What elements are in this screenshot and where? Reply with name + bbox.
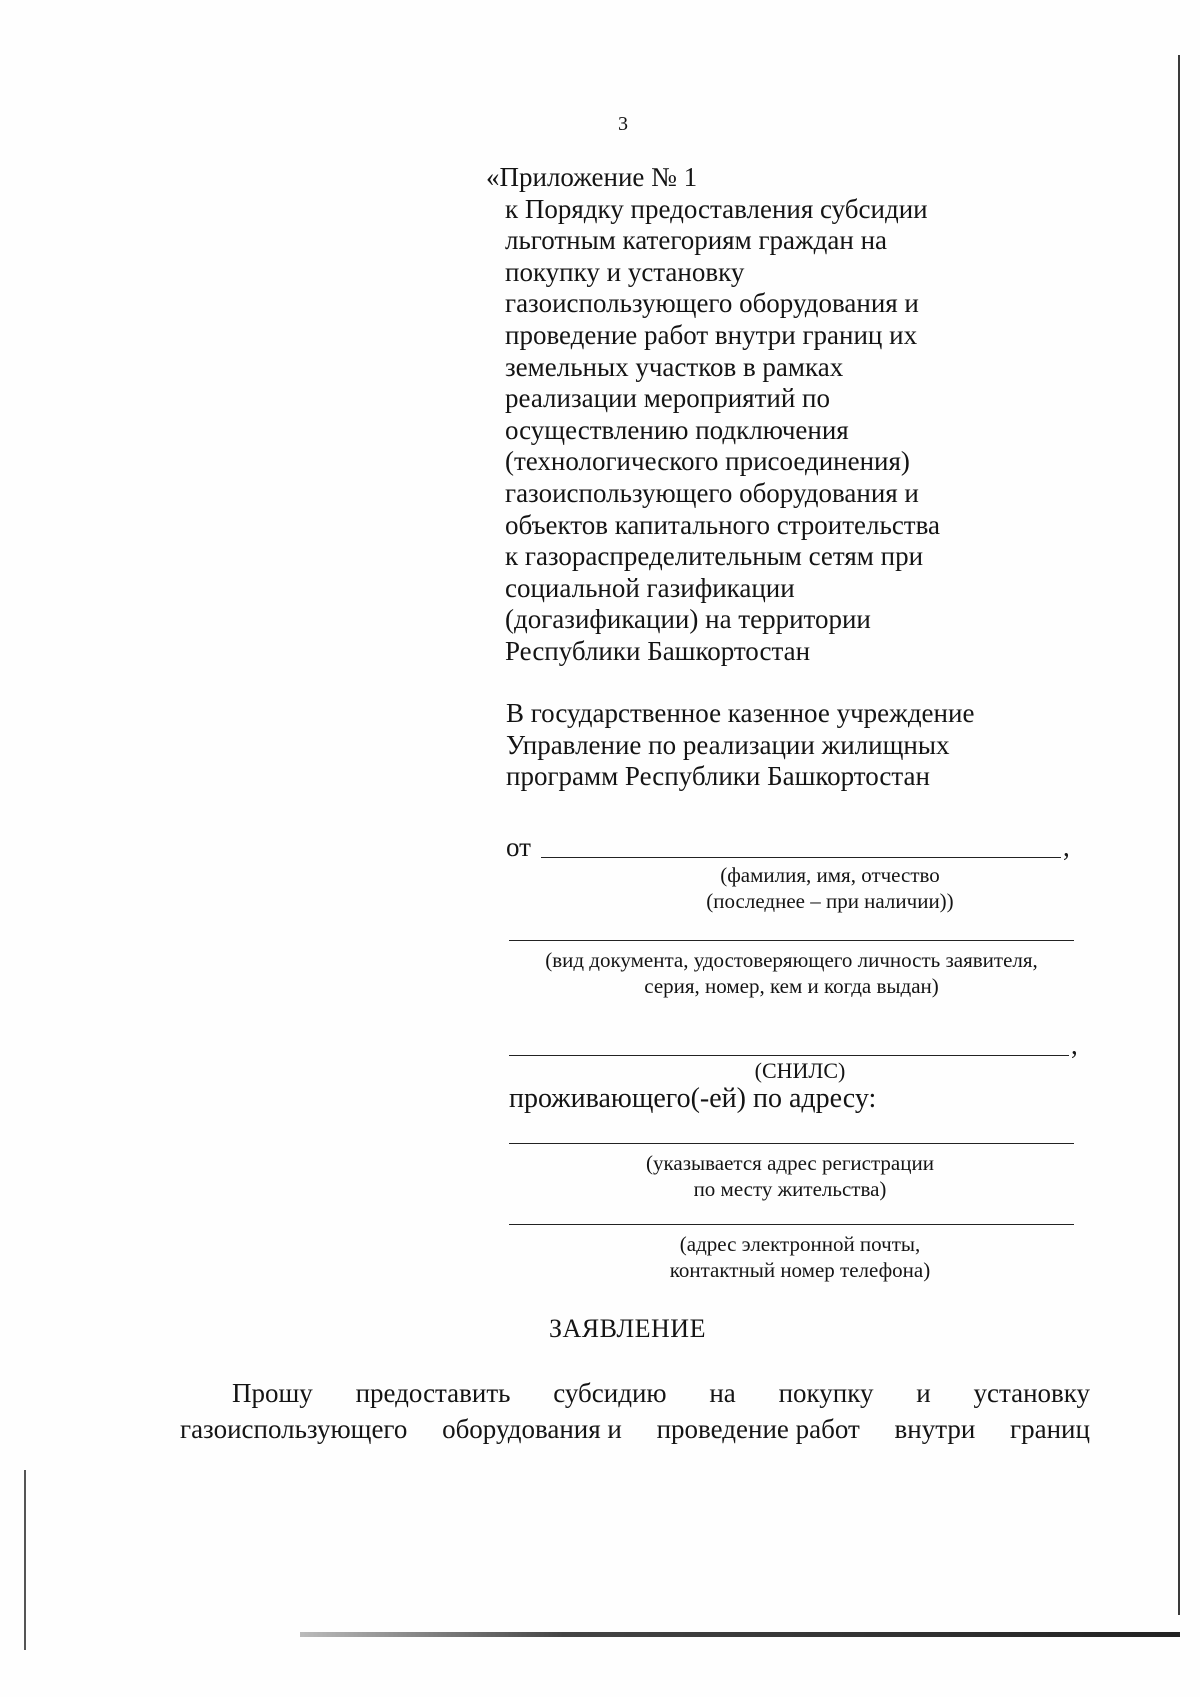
application-paragraph <box>180 1375 1090 1447</box>
appendix-line: (технологического присоединения) <box>505 446 910 477</box>
appendix-title: «Приложение № 1 <box>486 162 698 192</box>
appendix-line: проведение работ внутри границ их <box>505 319 918 350</box>
snils-field-line[interactable] <box>509 1055 1069 1056</box>
page-number: 3 <box>618 113 628 135</box>
addressee-block <box>506 698 974 793</box>
scan-edge-bottom <box>300 1632 1180 1637</box>
addressee-line: Управление по реализации жилищных <box>506 729 950 760</box>
appendix-line: к газораспределительным сетям при <box>505 541 924 572</box>
contact-field-line[interactable] <box>509 1224 1074 1225</box>
document-title: ЗАЯВЛЕНИЕ <box>549 1314 706 1343</box>
scan-edge-left <box>24 1470 26 1650</box>
appendix-line: газоиспользующего оборудования и <box>505 288 919 319</box>
appendix-line: осуществлению подключения <box>505 414 849 445</box>
appendix-line: льготным категориям граждан на <box>505 225 888 256</box>
appendix-line: социальной газификации <box>505 572 795 603</box>
hint-name: (фамилия, имя, отчество (последнее – при наличии)) <box>706 863 954 913</box>
appendix-line: Республики Башкортостан <box>505 635 811 666</box>
address-label: проживающего(-ей) по адресу: <box>509 1083 877 1114</box>
address-field-line[interactable] <box>509 1143 1074 1144</box>
appendix-line: (догазификации) на территории <box>505 604 871 635</box>
hint-address: (указывается адрес регистрации по месту жительства) <box>646 1151 934 1201</box>
paragraph-line-1: Прошу предоставить субсидию на покупку и установку <box>232 1378 1090 1408</box>
appendix-line: газоиспользующего оборудования и <box>505 477 919 508</box>
name-field-line[interactable] <box>541 857 1061 858</box>
appendix-line: к Порядку предоставления субсидии <box>505 193 928 224</box>
hint-id-document: (вид документа, удостоверяющего личность заявителя, серия, номер, кем и когда выдан) <box>545 948 1038 998</box>
comma: , <box>1063 832 1070 862</box>
comma: , <box>1071 1030 1078 1060</box>
appendix-line: реализации мероприятий по <box>505 383 830 414</box>
appendix-line: земельных участков в рамках <box>505 351 844 382</box>
addressee-line: В государственное казенное учреждение <box>506 698 975 728</box>
paragraph-line-2: газоиспользующего оборудования и проведение работ внутри границ <box>180 1414 1090 1444</box>
scan-edge-right <box>1178 55 1180 1615</box>
addressee-line: программ Республики Башкортостан <box>506 761 930 791</box>
appendix-line: объектов капитального строительства <box>505 509 940 540</box>
id-document-field-line[interactable] <box>509 940 1074 941</box>
appendix-header <box>486 162 940 668</box>
hint-snils: (СНИЛС) <box>754 1058 846 1083</box>
hint-contact: (адрес электронной почты, контактный номер телефона) <box>669 1232 931 1282</box>
from-label: от <box>506 832 531 862</box>
appendix-line: покупку и установку <box>505 256 745 287</box>
from-row <box>506 832 1066 866</box>
appendix-body <box>505 194 940 668</box>
